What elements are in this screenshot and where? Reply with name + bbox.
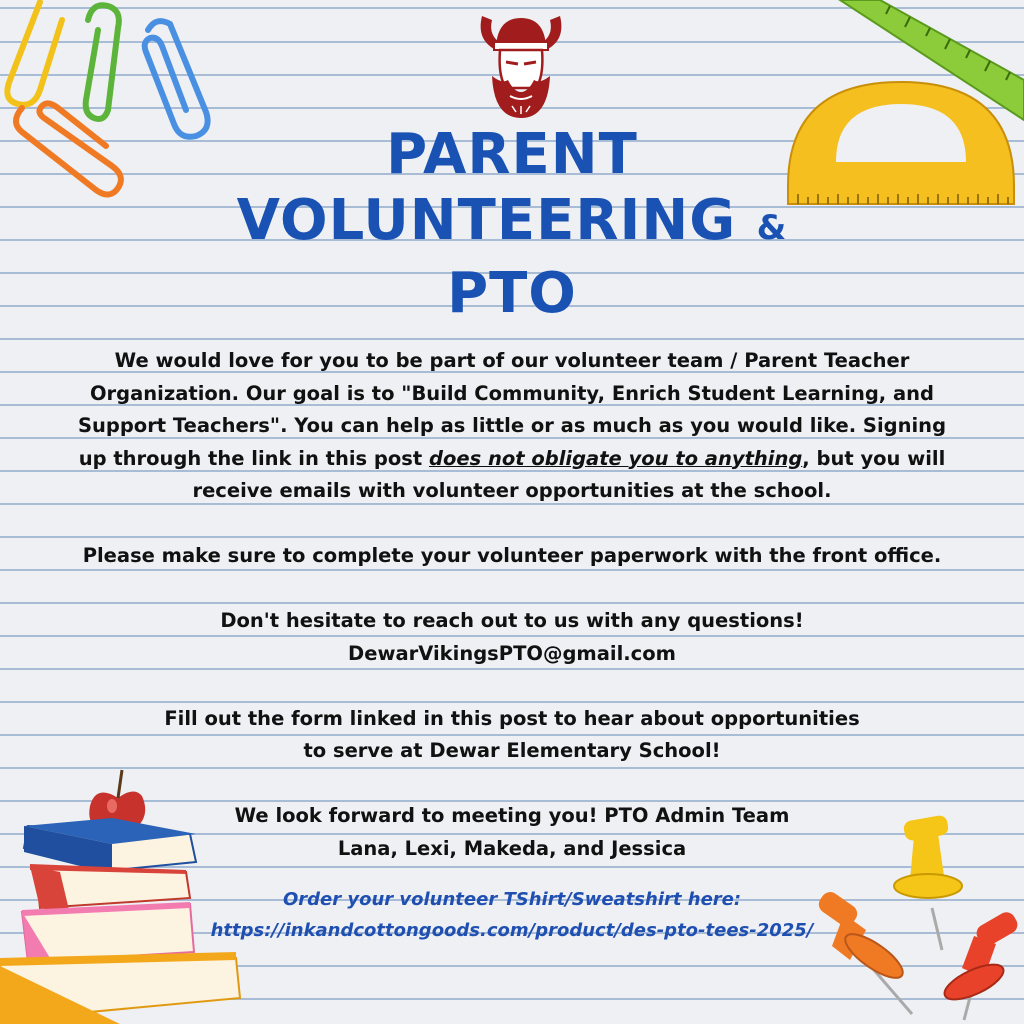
closing-line-1: We look forward to meeting you! PTO Admin Team <box>234 804 790 827</box>
yellow-push-pin-icon <box>894 814 962 950</box>
title-ampersand: & <box>756 208 788 248</box>
intro-paragraph <box>70 345 954 508</box>
orange-push-pin-icon <box>815 889 912 1014</box>
intro-emphasis: does not obligate you to anything <box>428 446 803 470</box>
form-line-1: Fill out the form linked in this post to hear about opportunities <box>164 706 860 730</box>
contact-email[interactable]: DewarVikingsPTO@gmail.com <box>348 641 676 665</box>
yellow-paper-clip-icon <box>7 2 62 105</box>
paperwork-note: Please make sure to complete your volunteer paperwork with the front office. <box>82 544 942 567</box>
title-line-parent: PARENT <box>386 122 638 187</box>
viking-mascot-icon <box>474 6 568 122</box>
intro-text-after: , but you will receive emails with volunteer opportunities at the school. <box>192 446 946 502</box>
questions-line: Don't hesitate to reach out to us with any questions! <box>220 609 804 632</box>
closing-signatures: Lana, Lexi, Makeda, and Jessica <box>337 836 687 860</box>
blue-paper-clip-icon <box>145 21 208 137</box>
red-push-pin-icon <box>940 909 1021 1020</box>
green-paper-clip-icon <box>86 5 119 119</box>
page-title <box>0 122 1024 327</box>
push-pins-decoration <box>814 810 1024 1024</box>
title-line-volunteering <box>0 188 1024 261</box>
form-line-2: to serve at Dewar Elementary School! <box>303 739 721 762</box>
order-link[interactable]: https://inkandcottongoods.com/product/des-pto-tees-2025/ <box>210 920 814 941</box>
title-word-volunteering: VOLUNTEERING <box>236 188 737 253</box>
books-with-apple-icon <box>0 762 250 1024</box>
intro-text-before: We would love for you to be part of our volunteer team / Parent Teacher Organization. Our goal is to "Build Community, Enrich Student Learning, and Support Teachers". You can help as little or as much as you would like. Signing up through the link in this post <box>77 349 947 470</box>
title-line-pto: PTO <box>447 261 577 326</box>
order-label: Order your volunteer TShirt/Sweatshirt here: <box>282 889 742 910</box>
